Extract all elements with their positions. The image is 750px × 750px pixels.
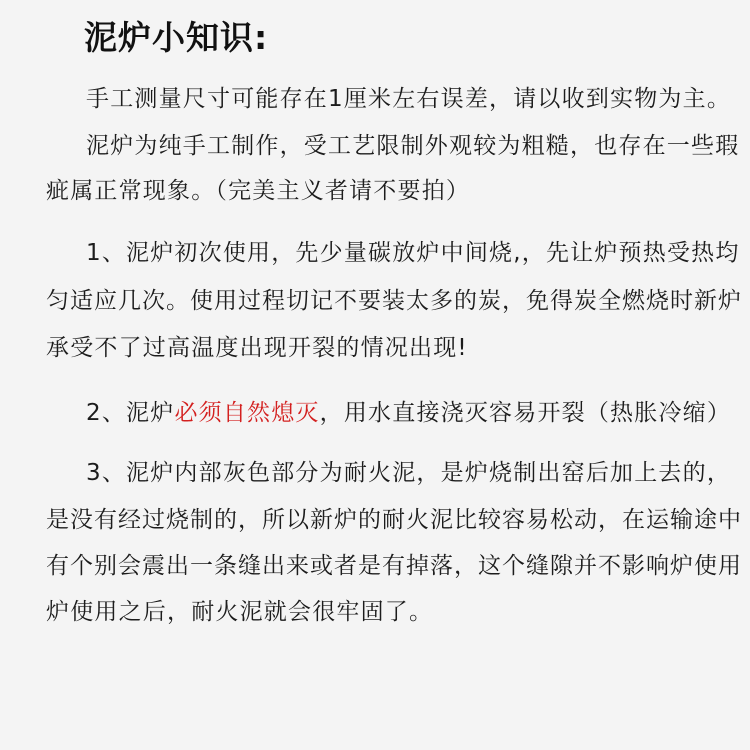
tip-1-line-2: 匀适应几次。使用过程切记不要装太多的炭，免得炭全燃烧时新炉 bbox=[46, 288, 742, 314]
tip-2-prefix: 2、泥炉 bbox=[86, 400, 175, 426]
tip-3-line-4: 炉使用之后，耐火泥就会很牢固了。 bbox=[46, 599, 434, 625]
notice-line-2: 泥炉为纯手工制作，受工艺限制外观较为粗糙，也存在一些瑕 bbox=[86, 133, 740, 159]
tip-3-line-2: 是没有经过烧制的，所以新炉的耐火泥比较容易松动，在运输途中 bbox=[46, 507, 742, 533]
notice-line-3: 疵属正常现象。（完美主义者请不要拍） bbox=[46, 178, 471, 204]
tip-1-line-1: 1、泥炉初次使用，先少量碳放炉中间烧,，先让炉预热受热均 bbox=[86, 240, 740, 266]
page-title: 泥炉小知识: bbox=[84, 18, 269, 57]
notice-line-1: 手工测量尺寸可能存在1厘米左右误差，请以收到实物为主。 bbox=[86, 86, 732, 112]
tip-2-line bbox=[86, 398, 731, 428]
tip-3-line-1: 3、泥炉内部灰色部分为耐火泥，是炉烧制出窑后加上去的， bbox=[86, 460, 732, 486]
tip-3-line-3: 有个别会震出一条缝出来或者是有掉落，这个缝隙并不影响炉使用 bbox=[46, 553, 742, 579]
tip-2-suffix: ，用水直接浇灭容易开裂（热胀冷缩） bbox=[319, 400, 732, 426]
tip-2-highlight: 必须自然熄灭 bbox=[174, 400, 320, 426]
tip-1-line-3: 承受不了过高温度出现开裂的情况出现! bbox=[46, 335, 468, 361]
